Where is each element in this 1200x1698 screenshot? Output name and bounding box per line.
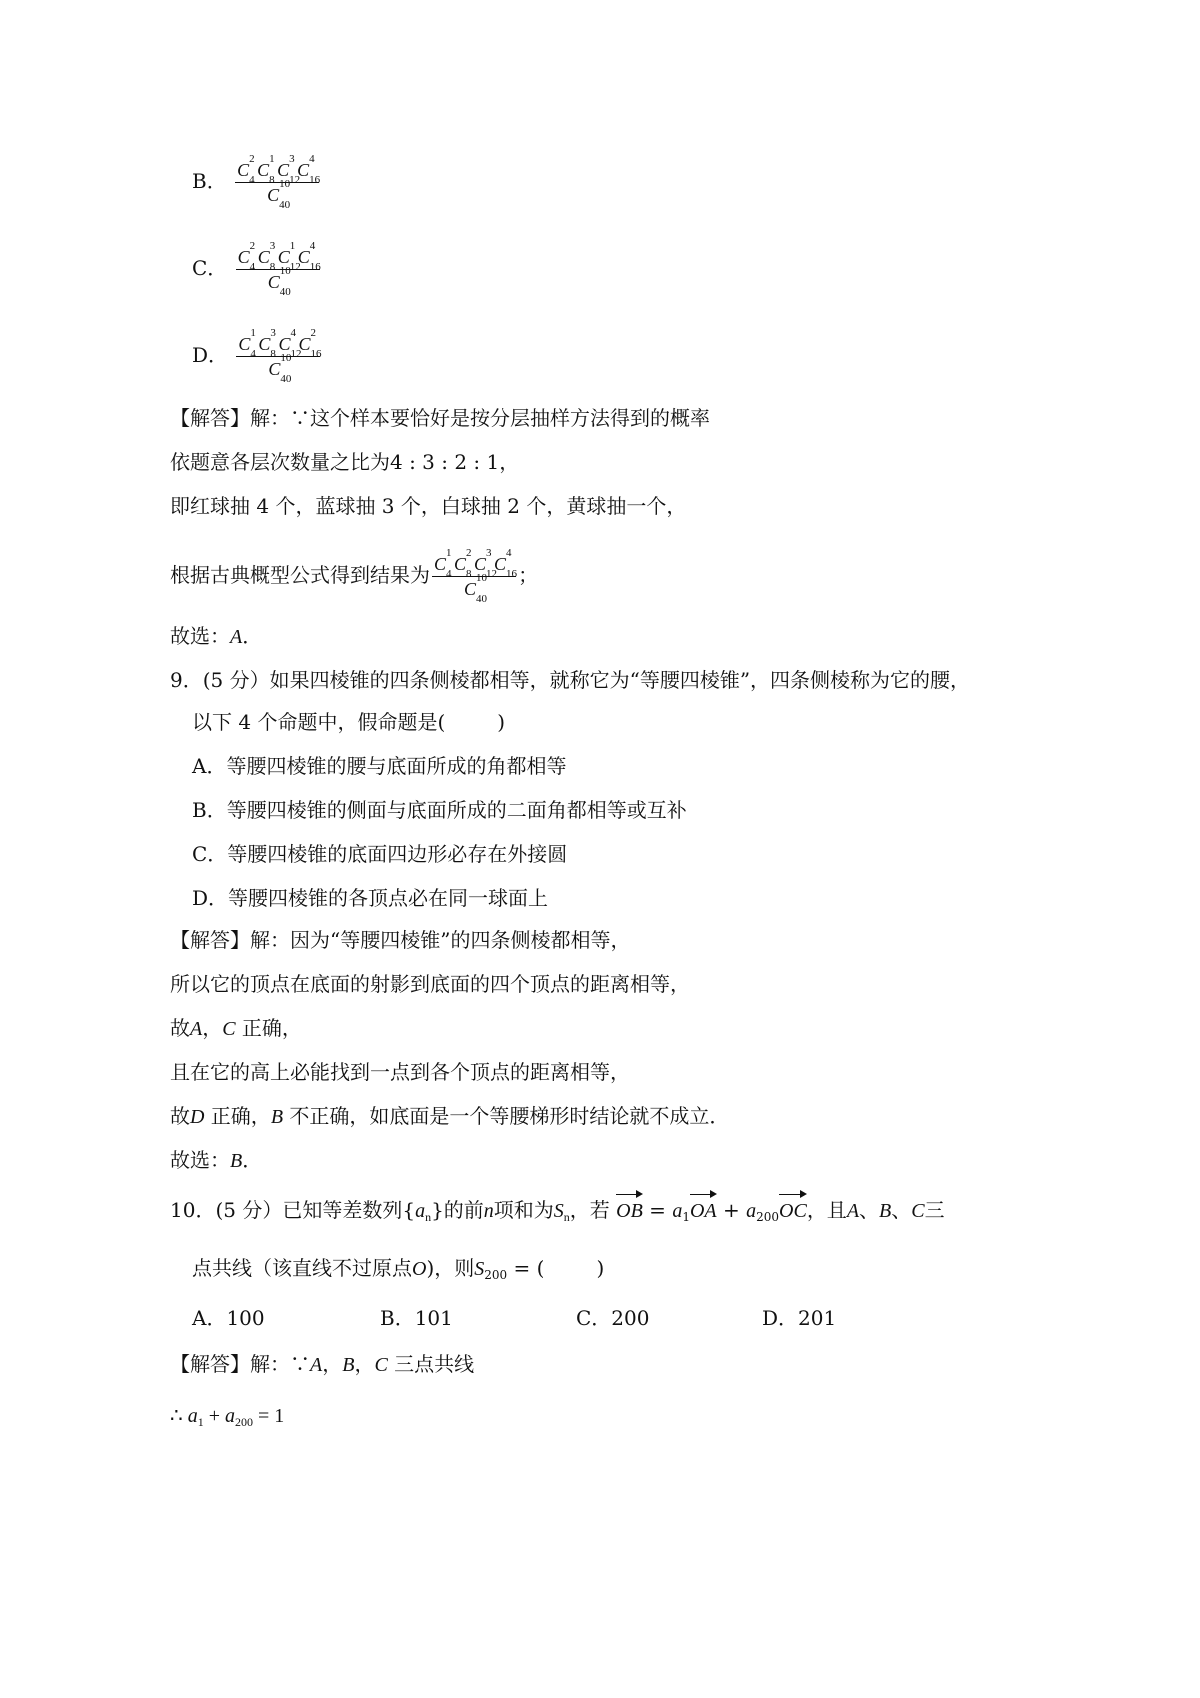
solution-line: 即红球抽 4 个，蓝球抽 3 个，白球抽 2 个，黄球抽一个， [170,494,687,518]
fraction-numerator [236,327,322,360]
combination-term: C 4 16 [297,240,321,273]
question-stem [170,1196,945,1231]
stem-text: ) [497,710,506,734]
math-letter: O [412,1258,427,1280]
combination-term: C 4 12 [278,327,302,360]
punctuation: ． [242,624,263,648]
combination-term: C 4 16 [494,547,518,580]
solution-line [170,1102,729,1131]
math-letter: B [342,1354,355,1376]
math-letter: a [187,1405,198,1427]
math-letter: A [310,1354,323,1376]
answer-choice: B [230,1150,243,1172]
option-b: B．101 [380,1306,453,1330]
solution-line [170,1014,302,1043]
solution-line [170,926,630,954]
fraction-numerator [236,240,321,273]
solution-text: 解：∵这个样本要恰好是按分层抽样方法得到的概率 [250,406,710,430]
solution-line [170,404,710,432]
fraction-denominator [432,572,516,605]
answer-prefix: 故选： [170,1148,230,1172]
punctuation: 、 [859,1198,880,1222]
combination-term: C 2 16 [298,327,322,360]
combination-term: C 1 12 [277,240,301,273]
combination-term: C 4 16 [297,153,321,186]
stem-text: )，则 [426,1256,475,1280]
fraction-denominator [235,178,319,211]
stem-text: }的前 [431,1198,484,1222]
operator: = [642,1198,673,1222]
subscript: 1 [682,1210,690,1224]
option-c: C．200 [576,1306,650,1330]
option-fraction [236,327,322,385]
question-stem: 9．(5 分）如果四棱锥的四条侧棱都相等，就称它为“等腰四棱锥”，四条侧棱称为它的腰， [170,668,971,692]
math-letter: B [270,1106,284,1128]
math-letter: A [846,1200,860,1222]
punctuation: ， [354,1352,375,1376]
option-a: A．等腰四棱锥的腰与底面所成的角都相等 [192,754,567,778]
option-d [192,327,322,385]
stem-text: 三 [924,1198,945,1222]
option-a: A．100 [192,1306,265,1330]
math-letter: S [553,1200,564,1222]
answer-line [170,1146,262,1175]
solution-text: 正确， [235,1016,302,1040]
solution-text: 根据古典概型公式得到结果为 [170,563,430,587]
combination-term: C 10 40 [268,352,292,385]
option-b [192,153,321,211]
option-c: C．等腰四棱锥的底面四边形必存在外接圆 [192,842,568,866]
subscript: 200 [235,1415,254,1429]
option-b: B．等腰四棱锥的侧面与底面所成的二面角都相等或互补 [192,798,687,822]
math-letter: A [190,1018,203,1040]
operator: + [716,1198,747,1222]
stem-text: 以下 4 个命题中，假命题是( [192,710,446,734]
solution-line [170,1402,284,1436]
combination-term: C 2 4 [237,240,256,273]
solution-line: 所以它的顶点在底面的射影到底面的四个顶点的距离相等， [170,972,690,996]
math-letter: a [672,1200,683,1222]
math-letter: n [483,1200,494,1222]
combination-term: C 1 8 [257,153,275,186]
question-stem [192,708,505,736]
math-letter: S [474,1258,485,1280]
stem-text: = ( [507,1256,545,1280]
combination-term: C 2 4 [237,153,255,186]
punctuation: ； [518,563,539,587]
answer-choice: A [230,626,243,648]
question-stem [192,1254,604,1289]
solution-text: 故 [170,1016,190,1040]
combination-term: C 3 12 [277,153,301,186]
combination-term: C 3 8 [257,240,276,273]
stem-text: 点共线（该直线不过原点 [192,1256,412,1280]
solution-tag: 【解答】 [170,1352,250,1376]
result-fraction [432,547,518,605]
math-letter: D [190,1106,205,1128]
math-letter: C [374,1354,388,1376]
combination-term: C 10 40 [267,265,291,298]
answer-prefix: 故选： [170,624,230,648]
combination-term: C 3 12 [474,547,498,580]
stem-text: ，若 [569,1198,610,1222]
math-letter: a [415,1200,426,1222]
option-fraction [235,153,321,211]
option-label: D． [192,343,229,367]
option-label: B． [192,169,227,193]
math-letter: B [879,1200,892,1222]
solution-line: 依题意各层次数量之比为4 : 3 : 2 : 1， [170,450,520,474]
math-letter: a [225,1405,236,1427]
math-letter: a [746,1200,757,1222]
fraction-numerator [235,153,321,186]
solution-line: 且在它的高上必能找到一点到各个顶点的距离相等， [170,1060,630,1084]
punctuation: ． [242,1148,263,1172]
vector-ob: OB [616,1197,643,1225]
combination-term: C 1 4 [238,327,256,360]
subscript: 200 [484,1268,508,1282]
stem-text: ，且 [806,1198,847,1222]
solution-text: 正确， [204,1104,271,1128]
solution-text: 解：∵ [250,1352,310,1376]
subscript: n [563,1210,570,1224]
combination-term: C 10 40 [267,178,291,211]
solution-line [170,547,539,605]
option-fraction [236,240,321,298]
solution-tag: 【解答】 [170,928,250,952]
subscript: 1 [197,1415,204,1429]
equation-rhs: = 1 [253,1405,285,1427]
solution-text: 解：因为“等腰四棱锥”的四条侧棱都相等， [250,928,631,952]
combination-term: C 2 8 [454,547,472,580]
operator: + [203,1405,226,1427]
subscript: n [425,1210,432,1224]
solution-tag: 【解答】 [170,406,250,430]
math-letter: C [911,1200,925,1222]
combination-term: C 10 40 [464,572,488,605]
combination-term: C 1 4 [434,547,452,580]
option-d: D．201 [762,1306,837,1330]
fraction-numerator [432,547,518,580]
solution-text: 故 [170,1104,190,1128]
stem-text: 项和为 [493,1198,554,1222]
fraction-denominator [236,265,320,298]
punctuation: ， [322,1352,343,1376]
subscript: 200 [756,1210,780,1224]
math-letter: C [222,1018,236,1040]
punctuation: ， [202,1016,223,1040]
stem-text: 10．(5 分）已知等差数列{ [170,1198,416,1222]
option-c [192,240,322,298]
solution-text: 三点共线 [387,1352,475,1376]
solution-text: 不正确，如底面是一个等腰梯形时结论就不成立． [283,1104,730,1128]
fraction-denominator [236,352,320,385]
vector-oc: OC [779,1197,807,1225]
punctuation: 、 [891,1198,912,1222]
stem-text: ) [596,1256,605,1280]
solution-line [170,1350,474,1379]
option-d: D．等腰四棱锥的各顶点必在同一球面上 [192,886,549,910]
answer-line [170,622,262,651]
therefore-symbol: ∴ [170,1405,188,1427]
option-label: C． [192,256,228,280]
combination-term: C 3 8 [258,327,276,360]
vector-oa: OA [690,1197,717,1225]
